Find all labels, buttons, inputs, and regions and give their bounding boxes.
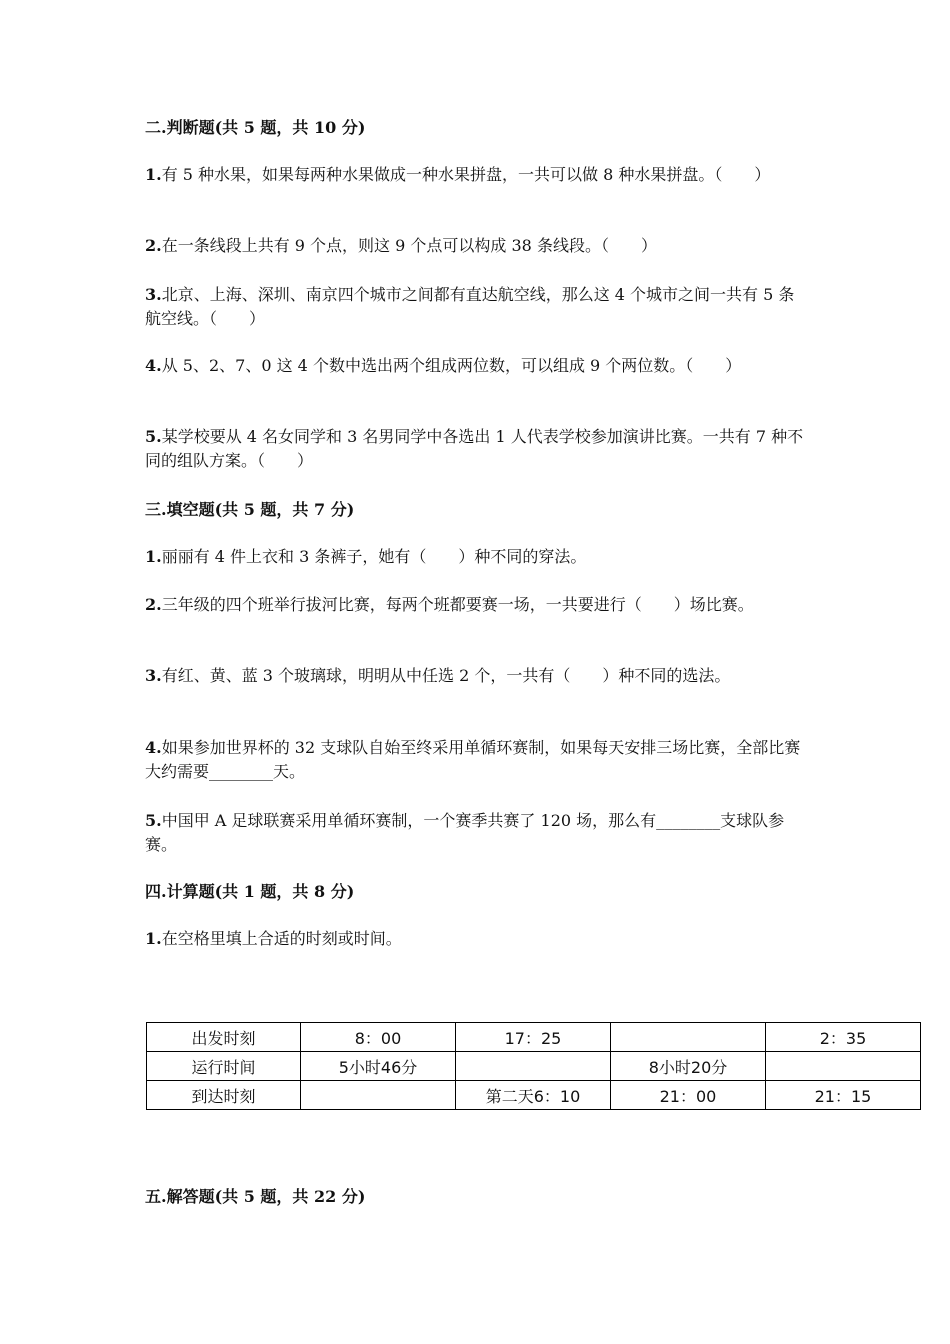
table-row-arrival <box>147 1081 921 1110</box>
table-cell: 8小时20分 <box>611 1052 766 1081</box>
judge-question-2: 2.在一条线段上共有 9 个点，则这 9 个点可以构成 38 条线段。（ ） <box>145 236 657 255</box>
judge-question-5: 5.某学校要从 4 名女同学和 3 名男同学中各选出 1 人代表学校参加演讲比赛。一共有 7 种不同的组队方案。（ ） <box>145 427 804 470</box>
table-cell: 到达时刻 <box>147 1081 301 1110</box>
table-cell: 17：25 <box>456 1023 611 1052</box>
table-cell: 运行时间 <box>147 1052 301 1081</box>
table-cell <box>301 1081 456 1110</box>
judge-question-3: 3.北京、上海、深圳、南京四个城市之间都有直达航空线，那么这 4 个城市之间一共有 5 条航空线。（ ） <box>145 285 795 328</box>
fill-question-1: 1.丽丽有 4 件上衣和 3 条裤子，她有（ ）种不同的穿法。 <box>145 547 587 566</box>
table-cell: 出发时刻 <box>147 1023 301 1052</box>
table-cell <box>611 1023 766 1052</box>
table-cell: 8：00 <box>301 1023 456 1052</box>
fill-question-3: 3.有红、黄、蓝 3 个玻璃球，明明从中任选 2 个，一共有（ ）种不同的选法。 <box>145 666 731 685</box>
judge-question-1: 1.有 5 种水果，如果每两种水果做成一种水果拼盘，一共可以做 8 种水果拼盘。（ ） <box>145 165 771 184</box>
table-cell: 21：15 <box>766 1081 921 1110</box>
fill-question-2: 2.三年级的四个班举行拔河比赛，每两个班都要赛一场，一共要进行（ ）场比赛。 <box>145 595 754 614</box>
judge-question-4: 4.从 5、2、7、0 这 4 个数中选出两个组成两位数，可以组成 9 个两位数。（ ） <box>145 356 742 375</box>
fill-question-4: 4.如果参加世界杯的 32 支球队自始至终采用单循环赛制，如果每天安排三场比赛，全部比赛大约需要________天。 <box>145 738 801 781</box>
table-cell <box>766 1052 921 1081</box>
section-title-answer: 五.解答题(共 5 题，共 22 分) <box>145 1187 366 1206</box>
table-row-duration <box>147 1052 921 1081</box>
table-cell: 21：00 <box>611 1081 766 1110</box>
section-title-judge: 二.判断题(共 5 题，共 10 分) <box>145 118 366 137</box>
section-title-calc: 四.计算题(共 1 题，共 8 分) <box>145 882 355 901</box>
table-cell <box>456 1052 611 1081</box>
table-cell: 第二天6：10 <box>456 1081 611 1110</box>
section-title-fill: 三.填空题(共 5 题，共 7 分) <box>145 500 355 519</box>
table-row-departure <box>147 1023 921 1052</box>
time-schedule-table <box>146 1022 921 1110</box>
table-cell: 5小时46分 <box>301 1052 456 1081</box>
calc-question-1: 1.在空格里填上合适的时刻或时间。 <box>145 929 402 948</box>
table-cell: 2：35 <box>766 1023 921 1052</box>
fill-question-5: 5.中国甲 A 足球联赛采用单循环赛制，一个赛季共赛了 120 场，那么有________支球队参赛。 <box>145 811 785 854</box>
